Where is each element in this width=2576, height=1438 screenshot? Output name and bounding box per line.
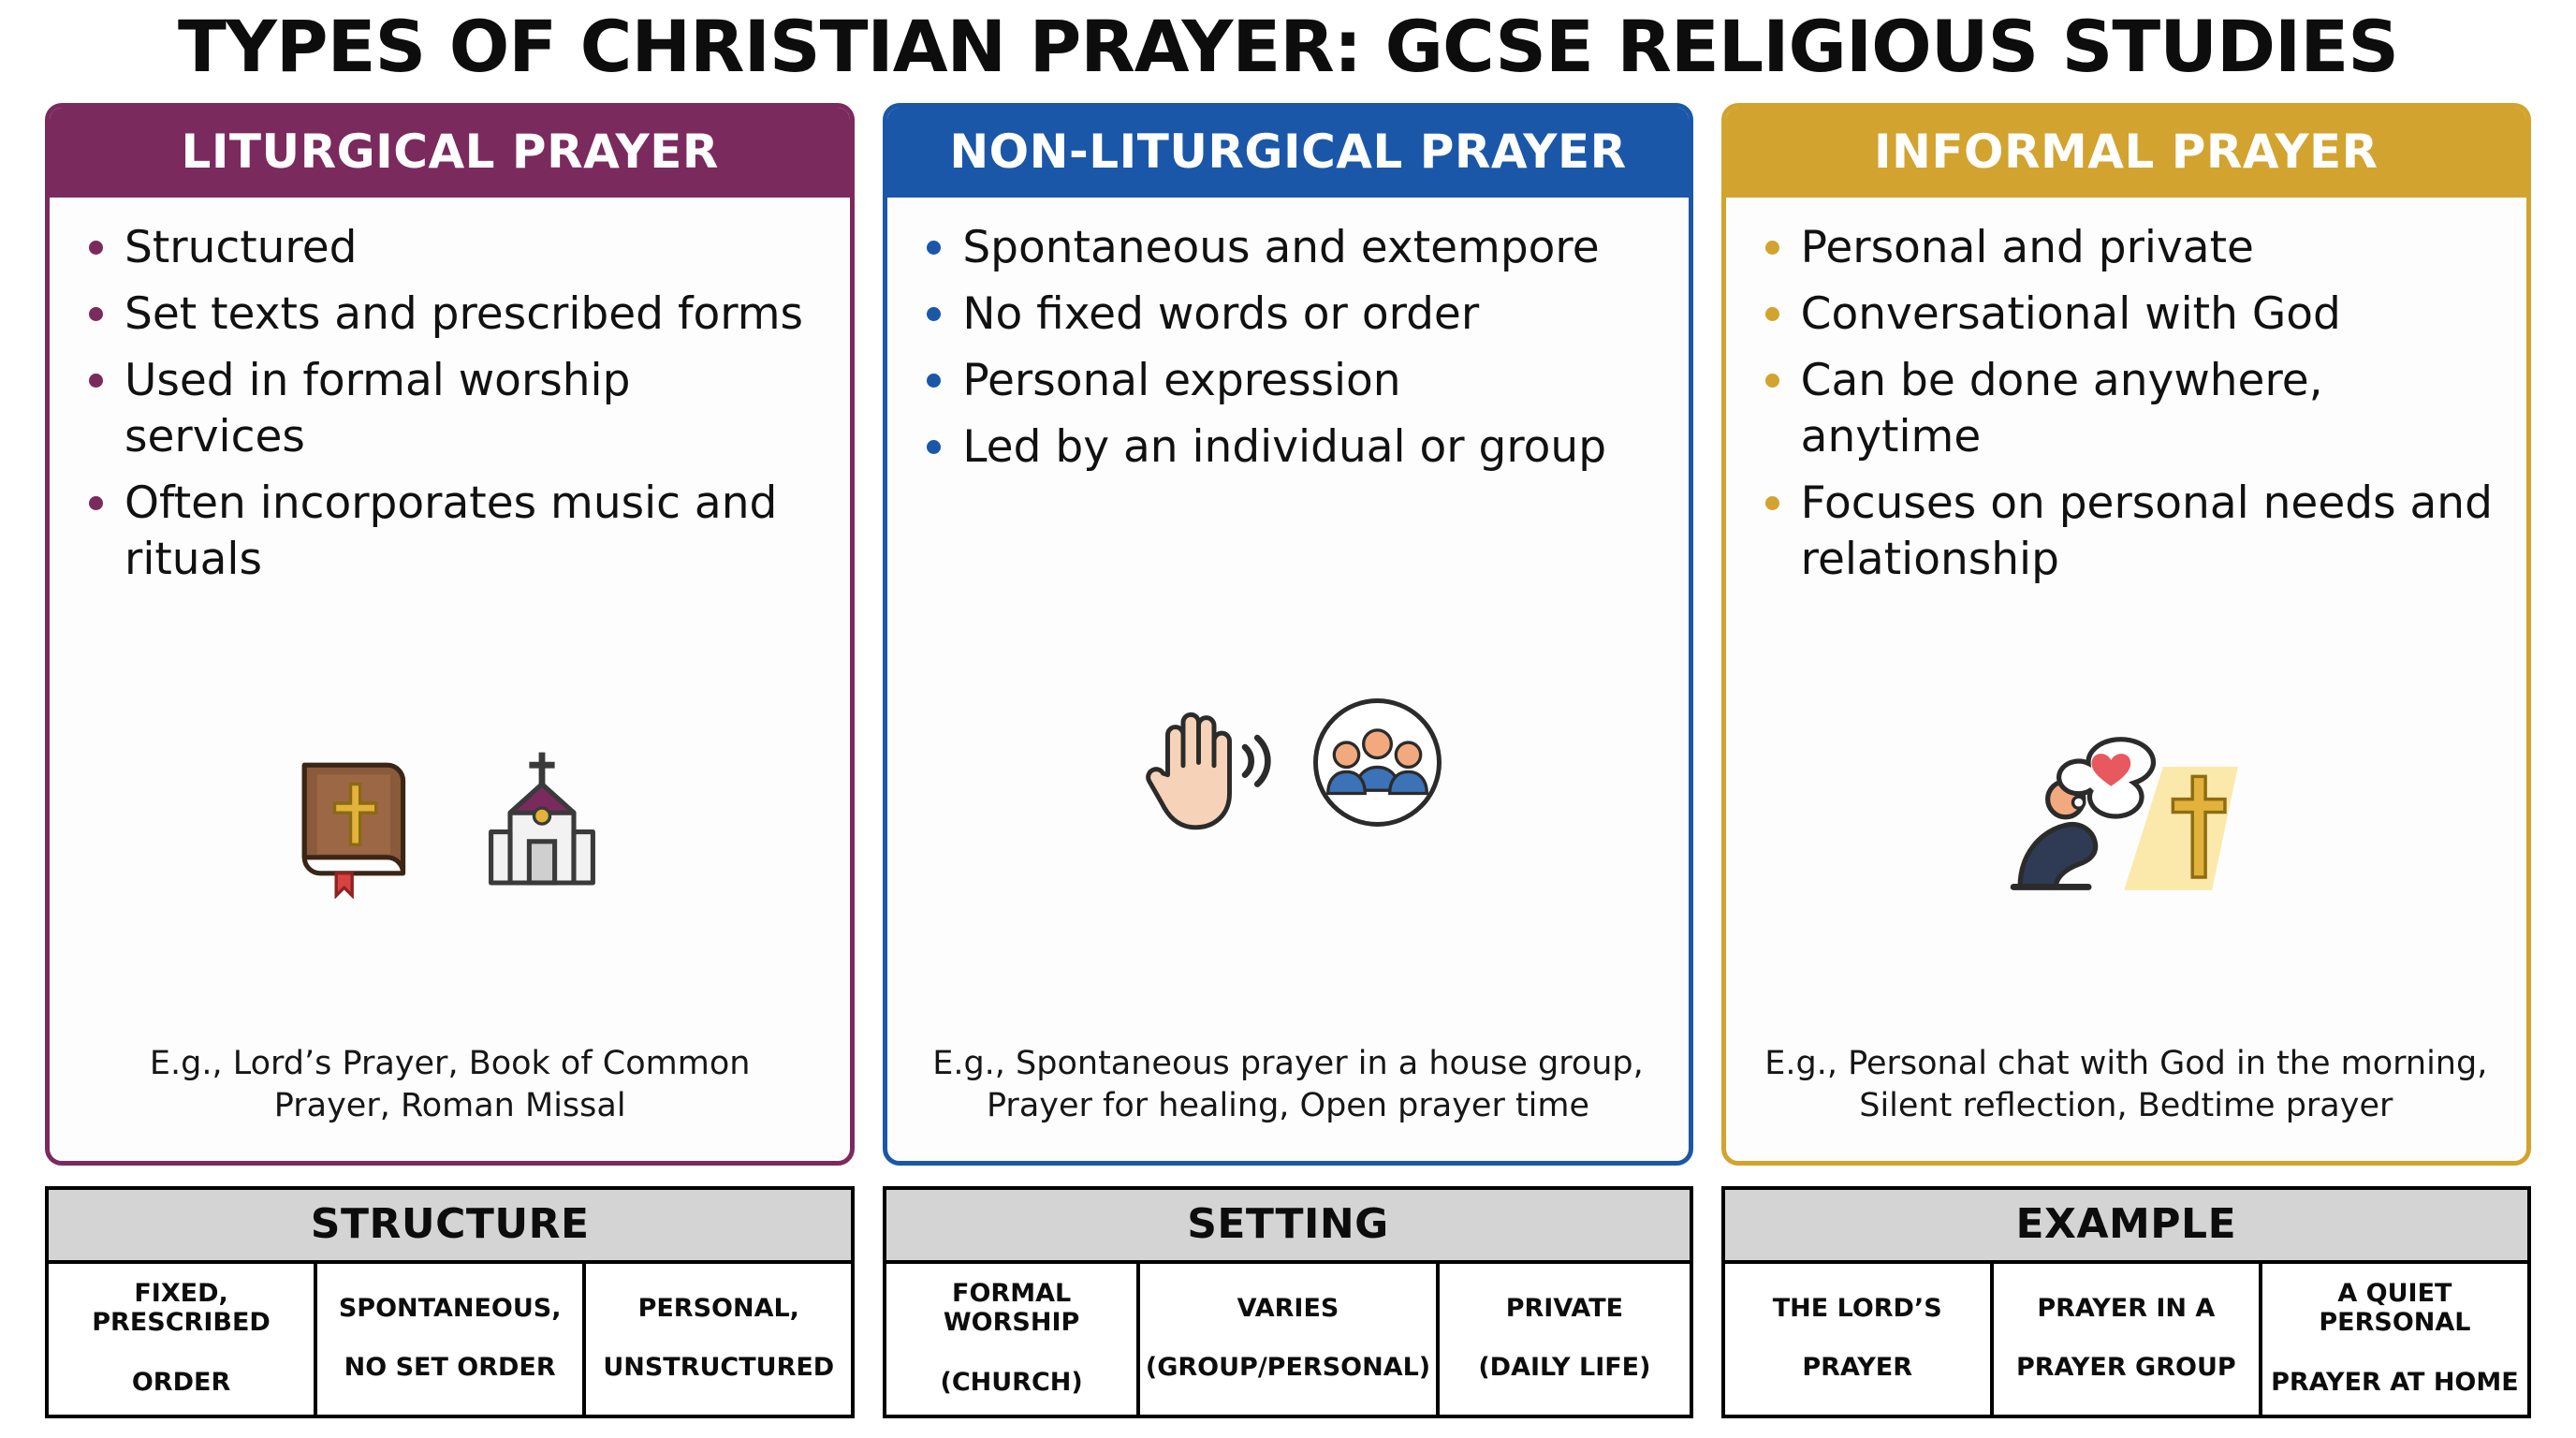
list-item: Focuses on personal needs and relationship — [1758, 476, 2495, 588]
cell-line: A QUIET PERSONAL — [2319, 1278, 2471, 1338]
example-text-non-liturgical: E.g., Spontaneous prayer in a house group, Prayer for healing, Open prayer time — [932, 1045, 1644, 1124]
people-group-icon — [1300, 685, 1455, 844]
list-item: Set texts and prescribed forms — [81, 286, 818, 343]
cell-line: FIXED, PRESCRIBED — [92, 1278, 271, 1338]
points-list-informal — [1758, 220, 2495, 599]
cell-line: FORMAL WORSHIP — [943, 1278, 1080, 1338]
points-list-non-liturgical — [919, 220, 1656, 487]
table-row — [1725, 1264, 2527, 1415]
table-cell-setting-non-liturgical — [1140, 1264, 1440, 1415]
cell-line: PRIVATE — [1505, 1293, 1624, 1323]
cell-line: (CHURCH) — [940, 1368, 1083, 1398]
cell-line: SPONTANEOUS, — [338, 1293, 562, 1323]
cell-line: VARIES — [1237, 1293, 1339, 1323]
comparison-tables — [45, 1186, 2531, 1418]
card-body-non-liturgical — [887, 198, 1688, 1161]
cell-line: NO SET ORDER — [344, 1353, 556, 1383]
comparison-header-structure: STRUCTURE — [49, 1190, 851, 1264]
cell-line: PRAYER GROUP — [2015, 1353, 2236, 1383]
bible-book-icon — [279, 740, 438, 902]
table-cell-structure-liturgical — [49, 1264, 317, 1415]
comparison-table-setting — [883, 1186, 1692, 1418]
card-body-liturgical — [50, 198, 850, 1161]
list-item: Often incorporates music and rituals — [81, 476, 818, 588]
card-non-liturgical-prayer — [883, 103, 1692, 1166]
church-building-icon — [462, 740, 622, 902]
prayer-type-columns — [45, 103, 2531, 1166]
table-cell-setting-informal — [1440, 1264, 1690, 1415]
comparison-header-setting: SETTING — [886, 1190, 1689, 1264]
table-cell-example-non-liturgical — [1994, 1264, 2262, 1415]
cell-line: PRAYER IN A — [2037, 1293, 2216, 1323]
table-cell-example-informal — [2262, 1264, 2527, 1415]
list-item: Can be done anywhere, anytime — [1758, 353, 2495, 465]
example-text-liturgical: E.g., Lord’s Prayer, Book of Common Prayer, Roman Missal — [149, 1045, 751, 1124]
raised-hand-icon — [1121, 685, 1276, 844]
table-row — [49, 1264, 851, 1415]
cell-line: PRAYER — [1802, 1353, 1913, 1383]
points-list-liturgical — [81, 220, 818, 599]
cell-line: (DAILY LIFE) — [1478, 1353, 1651, 1383]
table-cell-structure-non-liturgical — [317, 1264, 586, 1415]
icon-row-informal — [1758, 599, 2495, 1043]
list-item: Spontaneous and extempore — [919, 220, 1656, 276]
card-body-informal — [1726, 198, 2526, 1161]
comparison-header-example: EXAMPLE — [1725, 1190, 2527, 1264]
list-item: Personal and private — [1758, 220, 2495, 276]
kneeling-person-praying-icon — [1971, 737, 2280, 904]
icon-row-liturgical — [81, 599, 818, 1043]
table-cell-structure-informal — [586, 1264, 851, 1415]
cell-line: PRAYER AT HOME — [2271, 1368, 2519, 1398]
list-item: Used in formal worship services — [81, 353, 818, 465]
card-header-non-liturgical: NON-LITURGICAL PRAYER — [887, 108, 1688, 198]
list-item: Personal expression — [919, 353, 1656, 409]
card-informal-prayer — [1721, 103, 2531, 1166]
cell-line: THE LORD’S — [1772, 1293, 1942, 1323]
table-row — [886, 1264, 1689, 1415]
example-text-informal: E.g., Personal chat with God in the morning, Silent reflection, Bedtime prayer — [1764, 1045, 2488, 1124]
table-cell-setting-liturgical — [886, 1264, 1140, 1415]
list-item: Led by an individual or group — [919, 419, 1656, 476]
list-item: Conversational with God — [1758, 286, 2495, 343]
cell-line: PERSONAL, — [637, 1293, 799, 1323]
cell-line: ORDER — [131, 1368, 231, 1398]
card-liturgical-prayer — [45, 103, 855, 1166]
list-item: Structured — [81, 220, 818, 276]
icon-row-non-liturgical — [919, 486, 1656, 1043]
card-header-liturgical: LITURGICAL PRAYER — [50, 108, 850, 198]
comparison-table-example — [1721, 1186, 2531, 1418]
page-title: TYPES OF CHRISTIAN PRAYER: GCSE RELIGIOUS STUDIES — [178, 5, 2398, 88]
cell-line: (GROUP/PERSONAL) — [1145, 1353, 1431, 1383]
table-cell-example-liturgical — [1725, 1264, 1994, 1415]
cell-line: UNSTRUCTURED — [603, 1353, 835, 1383]
list-item: No fixed words or order — [919, 286, 1656, 343]
card-header-informal: INFORMAL PRAYER — [1726, 108, 2526, 198]
comparison-table-structure — [45, 1186, 855, 1418]
